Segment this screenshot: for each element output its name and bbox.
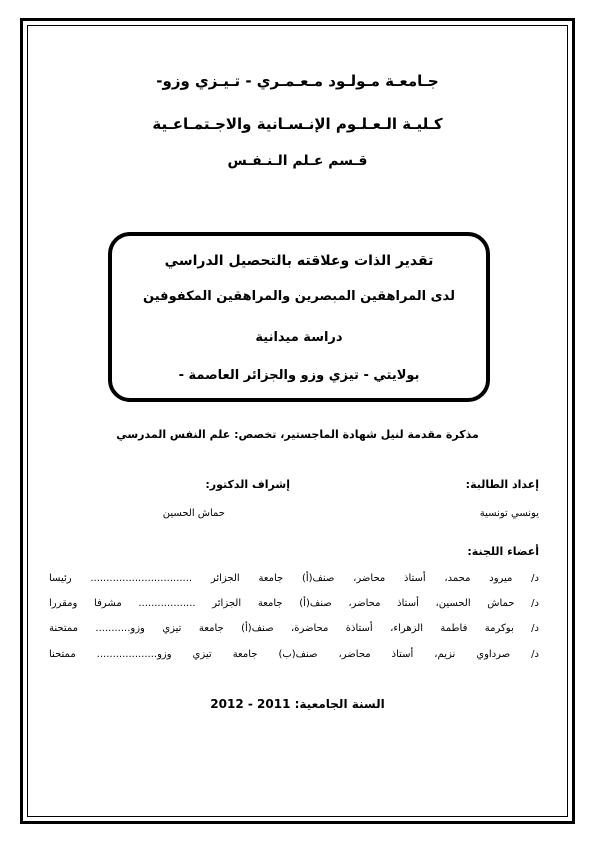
academic-year: السنة الجامعية: 2011 - 2012 — [210, 697, 385, 711]
supervisor-label: إشراف الدكتور: — [205, 478, 290, 491]
jury-member: د/ حماش الحسين، أستاذ محاضر، صنف(أ) جامعة الجزائر .................. مشرفا ومقررا — [49, 598, 539, 609]
supervisor-name: حماش الحسين — [162, 508, 225, 519]
department-name: قـسم عـلم الـنـفـس — [227, 153, 368, 169]
jury-member: د/ صرداوي نزيم، أستاذ محاضر، صنف(ب) جامعة تيزي وزو................... ممتحنا — [49, 649, 539, 660]
university-name: جـامعـة مـولـود مـعـمـري - تـيـزي وزو- — [156, 72, 439, 90]
jury-label: أعضاء اللجنة: — [467, 545, 539, 558]
jury-member: د/ بوكرمة فاطمة الزهراء، أستاذة محاضرة، صنف(أ) جامعة تيزي وزو........... ممتحنة — [49, 623, 539, 634]
faculty-name: كـليـة الـعـلـوم الإنـسـانية والاجـتمـاعـية — [152, 115, 443, 133]
thesis-title-line-1: تقدير الذات وعلاقته بالتحصيل الدراسي — [164, 253, 434, 269]
thesis-subtitle: دراسة ميدانية — [255, 330, 343, 345]
thesis-title-line-2: لدى المراهقين المبصرين والمراهقين المكفوفين — [143, 289, 455, 304]
memo-description: مذكرة مقدمة لنيل شهادة الماجستير، تخصص: علم النفس المدرسي — [116, 428, 479, 441]
prepared-by-label: إعداد الطالبة: — [465, 478, 539, 491]
thesis-location: بولايتي - تيزي وزو والجزائر العاصمة - — [178, 368, 420, 383]
student-name: يونسي تونسية — [479, 508, 539, 519]
jury-member: د/ ميرود محمد، أستاذ محاضر، صنف(أ) جامعة الجزائر ................................ رئيسا — [49, 573, 539, 584]
